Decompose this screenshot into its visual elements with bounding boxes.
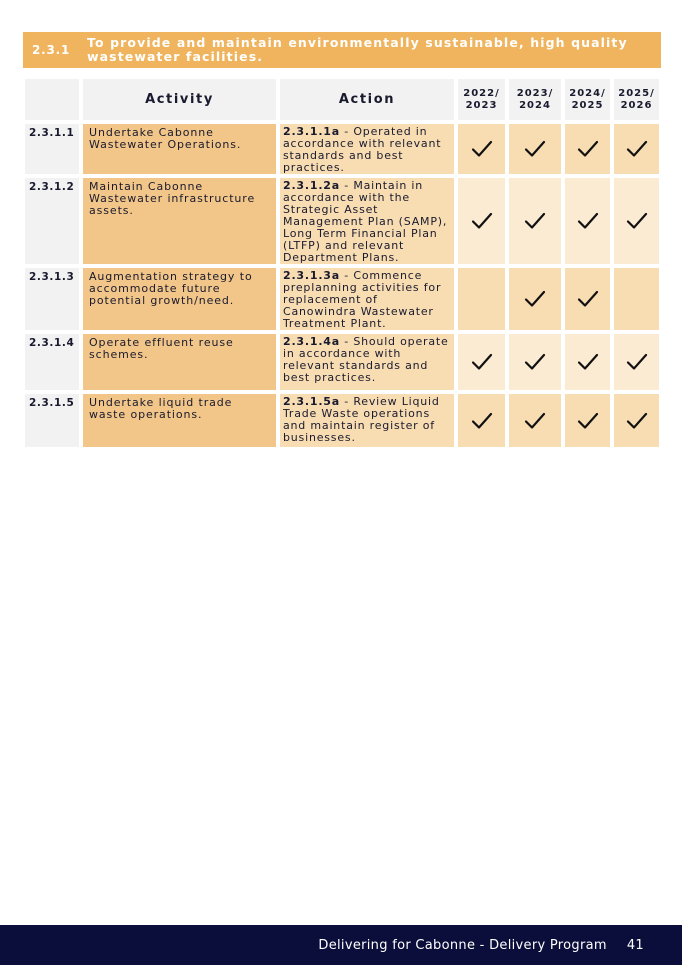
year-cell [563, 392, 612, 449]
year-cell [456, 122, 507, 176]
row-action [278, 332, 456, 392]
delivery-table [23, 77, 661, 449]
row-activity: Augmentation strategy to accommodate future potential growth/need. [81, 266, 278, 332]
checkmark-icon [509, 212, 561, 230]
action-text: - Review Liquid Trade Waste operations and maintain register of businesses. [283, 395, 440, 444]
action-code: 2.3.1.5a [283, 395, 340, 408]
row-activity: Maintain Cabonne Wastewater infrastructure assets. [81, 176, 278, 266]
action-code: 2.3.1.1a [283, 125, 340, 138]
row-number: 2.3.1.2 [23, 176, 81, 266]
checkmark-icon [614, 212, 659, 230]
checkmark-icon [565, 212, 610, 230]
header-year-2: 2023/ 2024 [507, 77, 563, 122]
row-activity: Undertake Cabonne Wastewater Operations. [81, 122, 278, 176]
action-code: 2.3.1.3a [283, 269, 340, 282]
checkmark-icon [509, 290, 561, 308]
checkmark-icon [565, 140, 610, 158]
section-title: To provide and maintain environmentally sustainable, high quality wastewater facilities. [87, 35, 628, 64]
action-text: - Should operate in accordance with relevant standards and best practices. [283, 335, 449, 384]
row-action [278, 176, 456, 266]
table-row [23, 176, 661, 266]
year-cell [612, 266, 661, 332]
section-number: 2.3.1 [32, 43, 71, 57]
checkmark-icon [509, 412, 561, 430]
row-number: 2.3.1.1 [23, 122, 81, 176]
table-row [23, 266, 661, 332]
year-cell [456, 392, 507, 449]
action-text: - Operated in accordance with relevant standards and best practices. [283, 125, 442, 174]
checkmark-icon [458, 353, 505, 371]
action-code: 2.3.1.4a [283, 335, 340, 348]
page-number: 41 [626, 937, 644, 953]
row-action [278, 122, 456, 176]
checkmark-icon [565, 353, 610, 371]
header-activity: Activity [81, 77, 278, 122]
checkmark-icon [565, 290, 610, 308]
header-year-4: 2025/ 2026 [612, 77, 661, 122]
checkmark-icon [509, 353, 561, 371]
year-cell [563, 122, 612, 176]
header-year-1: 2022/ 2023 [456, 77, 507, 122]
year-cell [563, 332, 612, 392]
year-cell [612, 392, 661, 449]
checkmark-icon [565, 412, 610, 430]
year-cell [563, 266, 612, 332]
checkmark-icon [458, 412, 505, 430]
row-activity: Undertake liquid trade waste operations. [81, 392, 278, 449]
row-activity: Operate effluent reuse schemes. [81, 332, 278, 392]
year-cell [563, 176, 612, 266]
action-text: - Maintain in accordance with the Strategic Asset Management Plan (SAMP), Long Term Financial Plan (LTFP) and relevant Department Plans. [283, 179, 448, 264]
table-row [23, 392, 661, 449]
header-num [23, 77, 81, 122]
row-action [278, 266, 456, 332]
action-code: 2.3.1.2a [283, 179, 340, 192]
year-cell [507, 176, 563, 266]
year-cell [612, 122, 661, 176]
year-cell [507, 266, 563, 332]
header-year-3: 2024/ 2025 [563, 77, 612, 122]
checkmark-icon [614, 140, 659, 158]
checkmark-icon [614, 412, 659, 430]
year-cell [456, 176, 507, 266]
page-footer [0, 925, 682, 965]
row-number: 2.3.1.5 [23, 392, 81, 449]
action-text: - Commence preplanning activities for replacement of Canowindra Wastewater Treatment Plant. [283, 269, 442, 330]
checkmark-icon [458, 212, 505, 230]
year-cell [456, 266, 507, 332]
year-cell [612, 332, 661, 392]
table-header-row [23, 77, 661, 122]
checkmark-icon [458, 140, 505, 158]
header-action: Action [278, 77, 456, 122]
year-cell [612, 176, 661, 266]
checkmark-icon [614, 353, 659, 371]
year-cell [507, 122, 563, 176]
row-number: 2.3.1.3 [23, 266, 81, 332]
checkmark-icon [509, 140, 561, 158]
row-action [278, 392, 456, 449]
section-header [23, 32, 661, 68]
year-cell [507, 392, 563, 449]
footer-text: Delivering for Cabonne - Delivery Program [318, 937, 607, 953]
year-cell [456, 332, 507, 392]
year-cell [507, 332, 563, 392]
table-row [23, 332, 661, 392]
row-number: 2.3.1.4 [23, 332, 81, 392]
table-row [23, 122, 661, 176]
